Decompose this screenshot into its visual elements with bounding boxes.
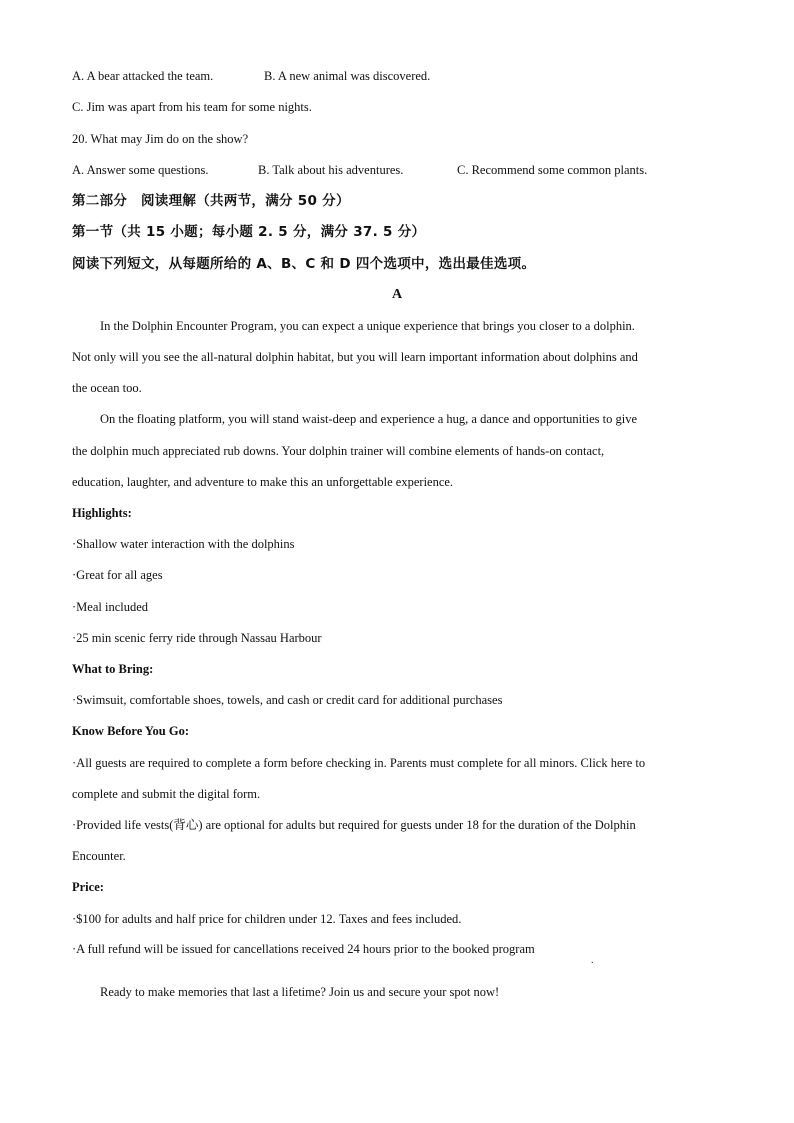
passage-label: A (391, 287, 403, 302)
q20-stem: 20. What may Jim do on the show? (72, 132, 249, 146)
part-two-heading: 第二部分 阅读理解（共两节，满分 50 分） (72, 193, 350, 209)
highlight-item: ·Meal included (72, 600, 149, 614)
highlights-heading: Highlights: (72, 506, 132, 520)
q19-option-c: C. Jim was apart from his team for some nights. (72, 100, 312, 114)
closing-line: Ready to make memories that last a lifetime? Join us and secure your spot now! (100, 985, 500, 999)
stray-period-mark: . (591, 955, 594, 966)
q20-option-c: C. Recommend some common plants. (457, 163, 648, 177)
paragraph-2-line-3: education, laughter, and adventure to make this an unforgettable experience. (72, 475, 454, 489)
paragraph-1-line-1: In the Dolphin Encounter Program, you can expect a unique experience that brings you closer to a dolphin. (100, 319, 635, 333)
q20-option-b: B. Talk about his adventures. (258, 163, 404, 177)
highlight-item: ·25 min scenic ferry ride through Nassau Harbour (72, 631, 322, 645)
q19-option-b: B. A new animal was discovered. (264, 69, 431, 83)
highlight-item: ·Shallow water interaction with the dolphins (72, 537, 295, 551)
price-heading: Price: (72, 880, 104, 894)
instruction-text: 阅读下列短文，从每题所给的 A、B、C 和 D 四个选项中，选出最佳选项。 (72, 256, 536, 272)
paragraph-1-line-2: Not only will you see the all-natural dolphin habitat, but you will learn important information about dolphins and (72, 350, 638, 364)
price-line-1: ·$100 for adults and half price for children under 12. Taxes and fees included. (72, 912, 462, 926)
q19-option-a: A. A bear attacked the team. (72, 69, 214, 83)
highlight-item: ·Great for all ages (72, 568, 163, 582)
section-one-heading: 第一节（共 15 小题；每小题 2. 5 分，满分 37. 5 分） (72, 224, 426, 240)
know-before-line-1: ·All guests are required to complete a form before checking in. Parents must complete for all minors. Click here to (72, 756, 646, 770)
paragraph-1-line-3: the ocean too. (72, 381, 142, 395)
know-before-line-2: complete and submit the digital form. (72, 787, 261, 801)
paragraph-2-line-2: the dolphin much appreciated rub downs. Your dolphin trainer will combine elements of hands-on contact, (72, 444, 605, 458)
what-to-bring-item: ·Swimsuit, comfortable shoes, towels, and cash or credit card for additional purchases (72, 693, 503, 707)
q20-option-a: A. Answer some questions. (72, 163, 209, 177)
know-before-line-4: Encounter. (72, 849, 126, 863)
paragraph-2-line-1: On the floating platform, you will stand waist-deep and experience a hug, a dance and opportunities to give (100, 412, 637, 426)
price-line-2: ·A full refund will be issued for cancellations received 24 hours prior to the booked program (72, 942, 535, 956)
know-before-line-3: ·Provided life vests(背心) are optional for adults but required for guests under 18 for the duration of the Dolphin (72, 818, 636, 832)
know-before-heading: Know Before You Go: (72, 724, 190, 738)
what-to-bring-heading: What to Bring: (72, 662, 154, 676)
